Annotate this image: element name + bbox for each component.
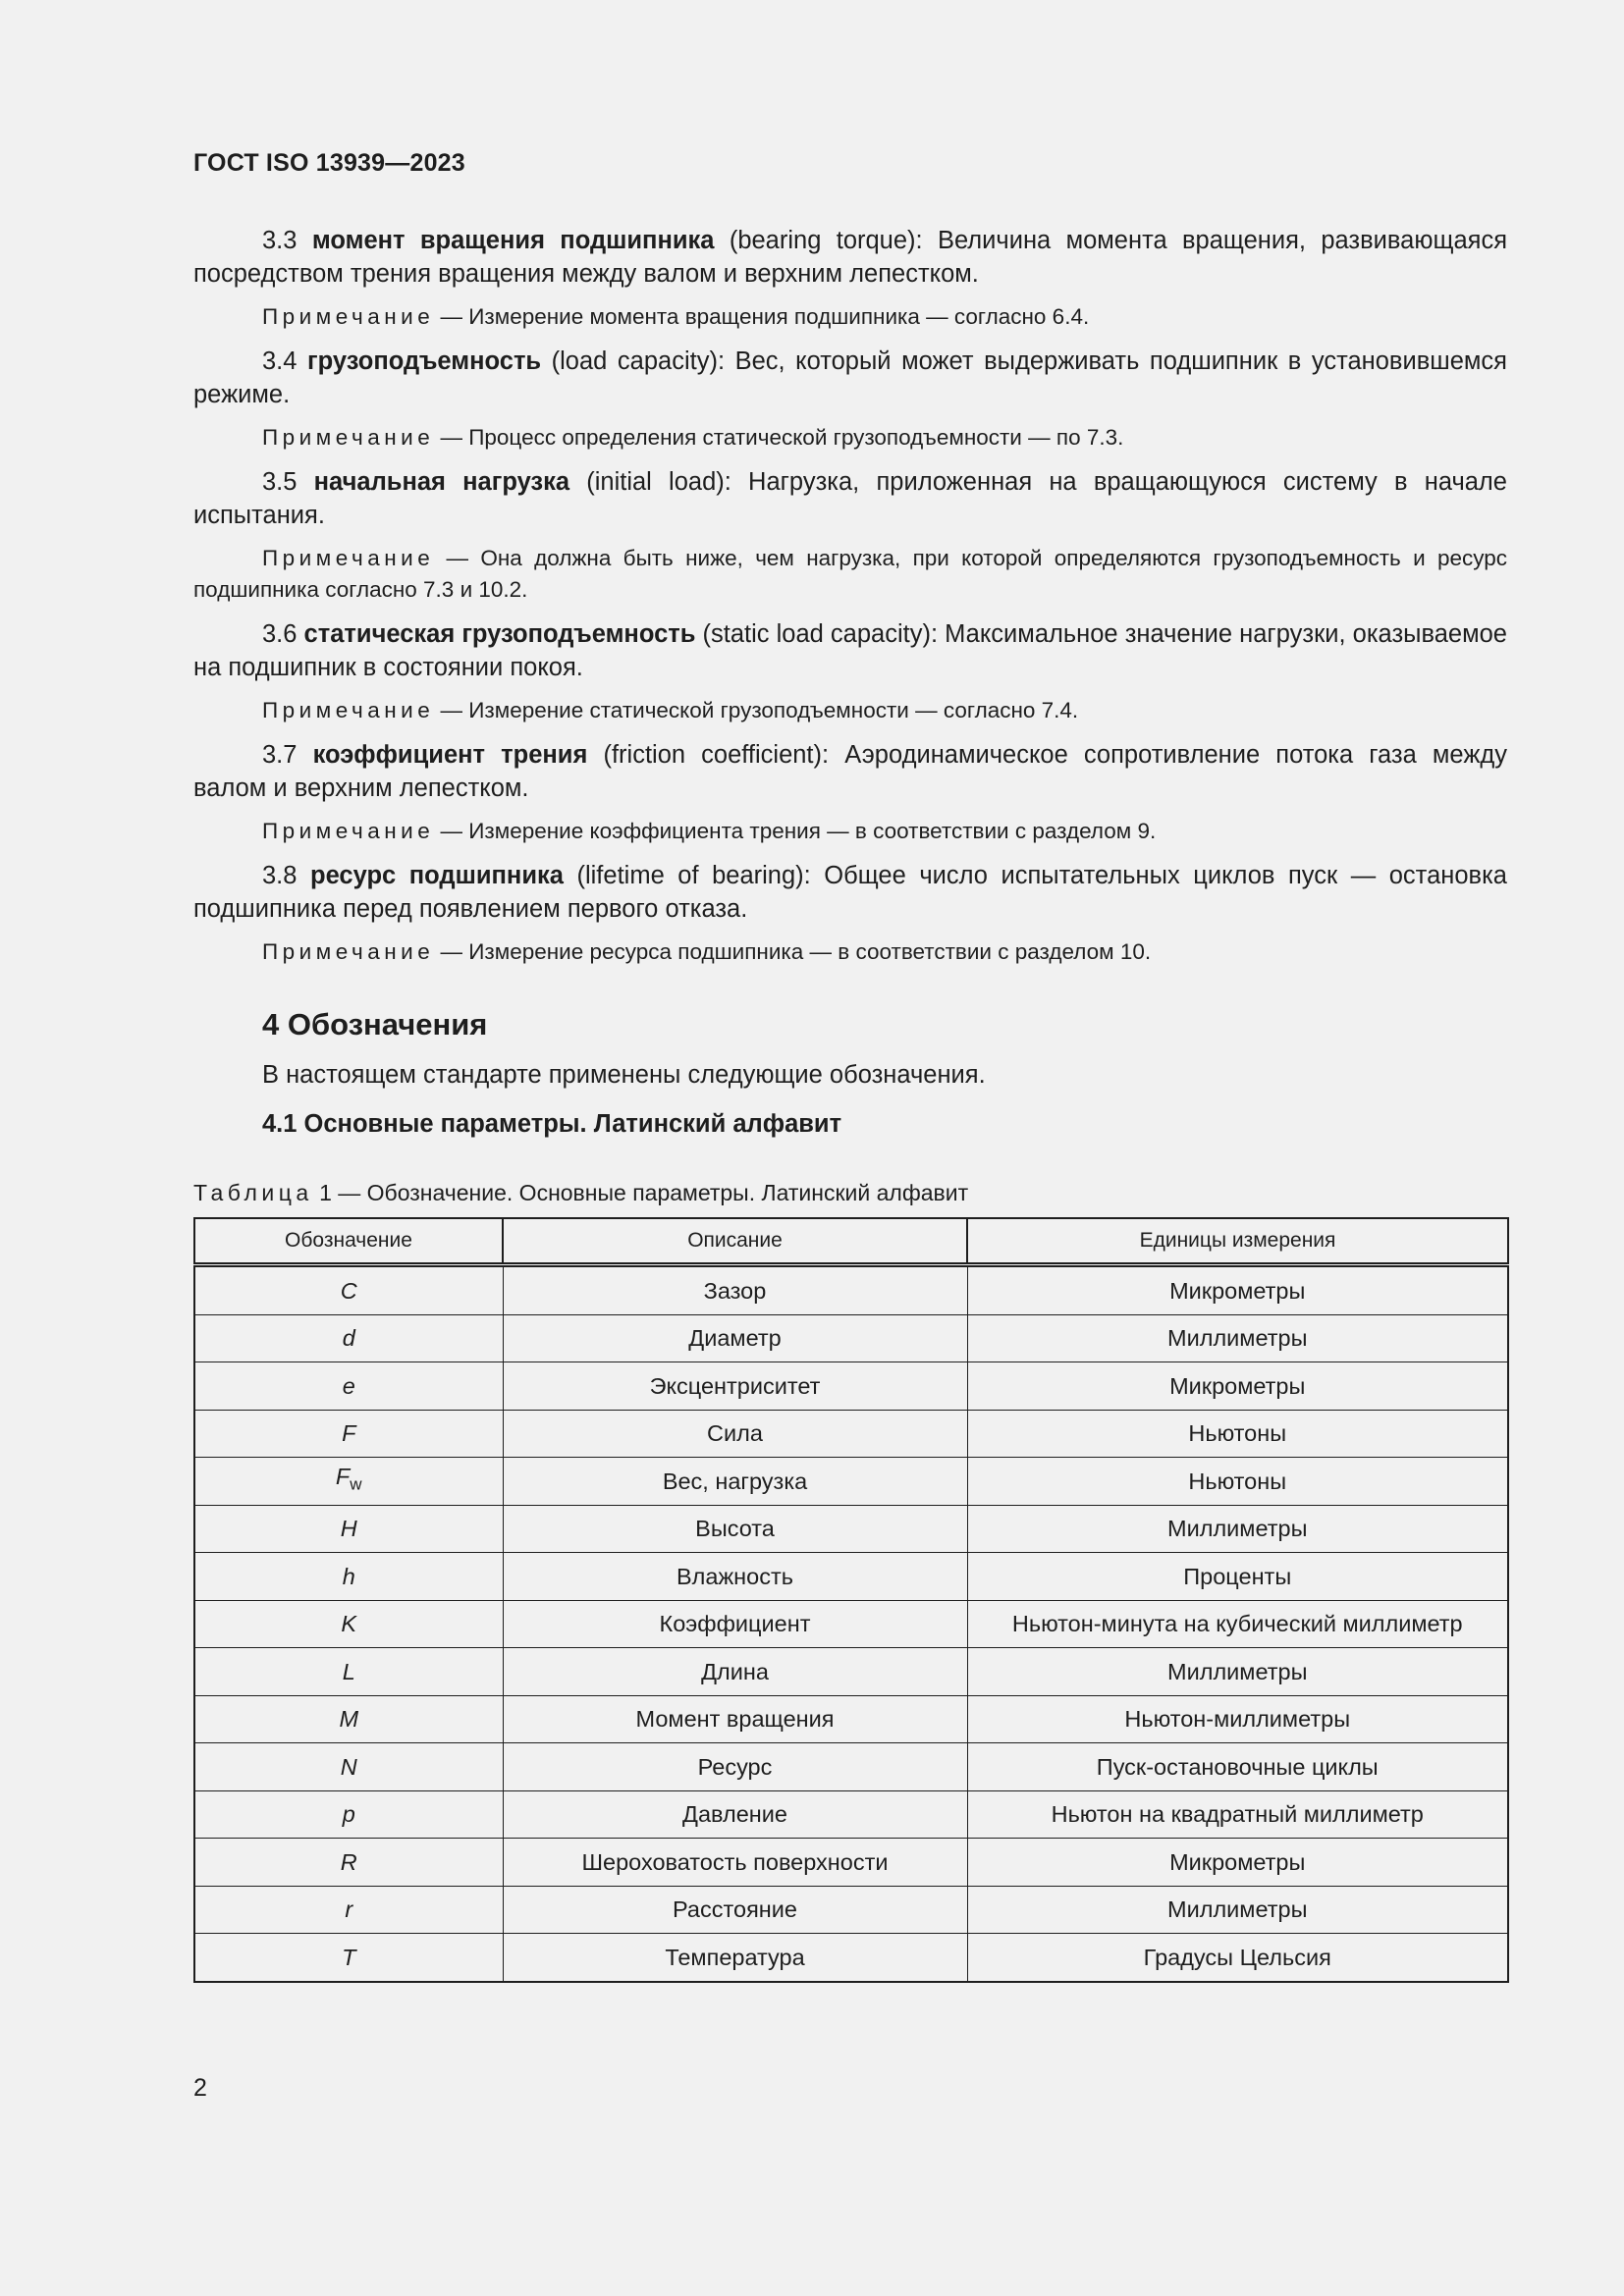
term-text: (friction coefficient): Аэродинамическое сопротивление потока газа между валом и верхним лепестком.: [193, 741, 1508, 802]
symbol-letter: C: [340, 1277, 357, 1304]
description-cell: Влажность: [503, 1553, 967, 1601]
table-row: [194, 1790, 1508, 1839]
unit-cell: Градусы Цельсия: [967, 1934, 1508, 1982]
table-row: [194, 1695, 1508, 1743]
description-cell: Эксцентриситет: [503, 1362, 967, 1411]
description-cell: Диаметр: [503, 1314, 967, 1362]
description-cell: Коэффициент: [503, 1600, 967, 1648]
note-label: Примечание: [262, 425, 435, 450]
section-intro: В настоящем стандарте применены следующие обозначения.: [262, 1061, 986, 1089]
term-definition: [193, 738, 1507, 805]
term-name: коэффициент трения: [312, 741, 588, 769]
symbol-letter: K: [341, 1611, 357, 1637]
symbol-cell: [194, 1743, 503, 1791]
symbol-cell: [194, 1505, 503, 1553]
header-unit: Единицы измерения: [967, 1218, 1508, 1265]
symbol-cell: [194, 1695, 503, 1743]
unit-cell: Микрометры: [967, 1839, 1508, 1887]
symbol-cell: [194, 1314, 503, 1362]
symbol-letter: d: [342, 1325, 355, 1352]
term-text: (initial load): Нагрузка, приложенная на вращающуюся систему в начале испытания.: [193, 468, 1507, 529]
term-name: момент вращения подшипника: [311, 227, 715, 254]
note-text: — Измерение ресурса подшипника — в соответствии с разделом 10.: [434, 939, 1152, 964]
table-row: [194, 1458, 1508, 1506]
term-name: начальная нагрузка: [313, 468, 570, 496]
symbol-letter: R: [340, 1848, 357, 1875]
note-text: — Измерение момента вращения подшипника — согласно 6.4.: [434, 304, 1090, 329]
symbol-letter: F: [335, 1464, 351, 1490]
term-definition: [193, 617, 1507, 684]
note-label: Примечание: [262, 304, 435, 329]
unit-cell: Проценты: [967, 1553, 1508, 1601]
term-note: [193, 695, 1507, 726]
term-number: 3.7: [262, 741, 298, 769]
term-definition: [193, 345, 1507, 411]
term-note: [193, 936, 1507, 968]
table-row: [194, 1839, 1508, 1887]
table-row: [194, 1934, 1508, 1982]
term-definition: [193, 465, 1507, 532]
symbol-letter: T: [342, 1944, 356, 1970]
unit-cell: Ньютоны: [967, 1410, 1508, 1458]
symbol-subscript: w: [350, 1475, 362, 1495]
table-row: [194, 1600, 1508, 1648]
symbol-letter: H: [340, 1516, 357, 1542]
term-text: (load capacity): Вес, который может выдерживать подшипник в установившемся режиме.: [193, 347, 1507, 408]
table-row: [194, 1410, 1508, 1458]
table-row: [194, 1265, 1508, 1315]
symbol-cell: [194, 1790, 503, 1839]
table-caption: [193, 1178, 1507, 1207]
symbol-cell: [194, 1600, 503, 1648]
symbol-cell: [194, 1553, 503, 1601]
term-number: 3.5: [262, 468, 298, 496]
table-row: [194, 1314, 1508, 1362]
symbol-letter: M: [339, 1706, 359, 1733]
subsection-title: 4.1 Основные параметры. Латинский алфавит: [262, 1110, 842, 1138]
note-text: — Измерение статической грузоподъемности — согласно 7.4.: [434, 698, 1079, 722]
description-cell: Момент вращения: [503, 1695, 967, 1743]
table-row: [194, 1648, 1508, 1696]
term-note: [193, 543, 1507, 606]
symbol-cell: [194, 1886, 503, 1934]
description-cell: Расстояние: [503, 1886, 967, 1934]
table-caption-label: Таблица: [193, 1180, 313, 1205]
terms-list: [193, 224, 1507, 968]
header-description: Описание: [503, 1218, 967, 1265]
table-body: [194, 1265, 1508, 1982]
symbol-cell: [194, 1839, 503, 1887]
symbol-letter: e: [342, 1372, 355, 1399]
term-number: 3.3: [262, 227, 298, 254]
note-label: Примечание: [262, 698, 435, 722]
unit-cell: Микрометры: [967, 1265, 1508, 1315]
term-number: 3.8: [262, 862, 298, 889]
term-text: (lifetime of bearing): Общее число испытательных циклов пуск — остановка подшипника перед появлением первого отказа.: [193, 862, 1507, 923]
table-row: [194, 1362, 1508, 1411]
term-number: 3.4: [262, 347, 298, 375]
table-row: [194, 1505, 1508, 1553]
page-number: 2: [193, 2074, 207, 2102]
description-cell: Температура: [503, 1934, 967, 1982]
symbol-cell: [194, 1648, 503, 1696]
symbol-letter: F: [342, 1420, 356, 1447]
unit-cell: Миллиметры: [967, 1505, 1508, 1553]
document-header: ГОСТ ISO 13939—2023: [193, 149, 465, 177]
note-text: — Процесс определения статической грузоподъемности — по 7.3.: [434, 425, 1124, 450]
symbol-cell: [194, 1934, 503, 1982]
unit-cell: Ньютоны: [967, 1458, 1508, 1506]
description-cell: Зазор: [503, 1265, 967, 1315]
unit-cell: Микрометры: [967, 1362, 1508, 1411]
term-note: [193, 422, 1507, 454]
term-definition: [193, 224, 1507, 291]
table-row: [194, 1553, 1508, 1601]
symbol-cell: [194, 1410, 503, 1458]
symbol-letter: N: [340, 1753, 357, 1780]
note-text: — Она должна быть ниже, чем нагрузка, при которой определяются грузоподъемность и ресурс подшипника согласно 7.3 и 10.2.: [193, 546, 1507, 602]
description-cell: Вес, нагрузка: [503, 1458, 967, 1506]
section-title: 4 Обозначения: [262, 1007, 488, 1041]
term-name: ресурс подшипника: [310, 862, 564, 889]
unit-cell: Пуск-остановочные циклы: [967, 1743, 1508, 1791]
term-text: (bearing torque): Величина момента вращения, развивающаяся посредством трения вращения между валом и верхним лепестком.: [193, 227, 1507, 288]
unit-cell: Ньютон-миллиметры: [967, 1695, 1508, 1743]
description-cell: Шероховатость поверхности: [503, 1839, 967, 1887]
description-cell: Давление: [503, 1790, 967, 1839]
term-definition: [193, 859, 1507, 926]
note-label: Примечание: [262, 546, 435, 570]
symbol-letter: h: [342, 1563, 355, 1589]
page-content: [193, 224, 1507, 1983]
term-note: [193, 816, 1507, 847]
symbol-letter: p: [342, 1801, 355, 1828]
unit-cell: Миллиметры: [967, 1648, 1508, 1696]
note-text: — Измерение коэффициента трения — в соответствии с разделом 9.: [434, 819, 1157, 843]
symbol-letter: L: [342, 1658, 355, 1684]
table-row: [194, 1743, 1508, 1791]
header-symbol: Обозначение: [194, 1218, 503, 1265]
table-header-row: [194, 1218, 1508, 1265]
unit-cell: Ньютон-минута на кубический миллиметр: [967, 1600, 1508, 1648]
unit-cell: Миллиметры: [967, 1886, 1508, 1934]
symbols-table: [193, 1217, 1509, 1983]
unit-cell: Ньютон на квадратный миллиметр: [967, 1790, 1508, 1839]
symbol-letter: r: [345, 1896, 353, 1923]
note-label: Примечание: [262, 819, 435, 843]
symbol-cell: [194, 1265, 503, 1315]
term-text: (static load capacity): Максимальное значение нагрузки, оказываемое на подшипник в состоянии покоя.: [193, 620, 1507, 681]
table-row: [194, 1886, 1508, 1934]
symbol-cell: [194, 1458, 503, 1506]
unit-cell: Миллиметры: [967, 1314, 1508, 1362]
term-name: статическая грузоподъемность: [303, 620, 696, 648]
description-cell: Длина: [503, 1648, 967, 1696]
description-cell: Высота: [503, 1505, 967, 1553]
term-name: грузоподъемность: [307, 347, 542, 375]
symbol-cell: [194, 1362, 503, 1411]
description-cell: Сила: [503, 1410, 967, 1458]
description-cell: Ресурс: [503, 1743, 967, 1791]
note-label: Примечание: [262, 939, 435, 964]
table-caption-text: 1 — Обозначение. Основные параметры. Латинский алфавит: [312, 1180, 969, 1205]
term-number: 3.6: [262, 620, 298, 648]
term-note: [193, 301, 1507, 333]
